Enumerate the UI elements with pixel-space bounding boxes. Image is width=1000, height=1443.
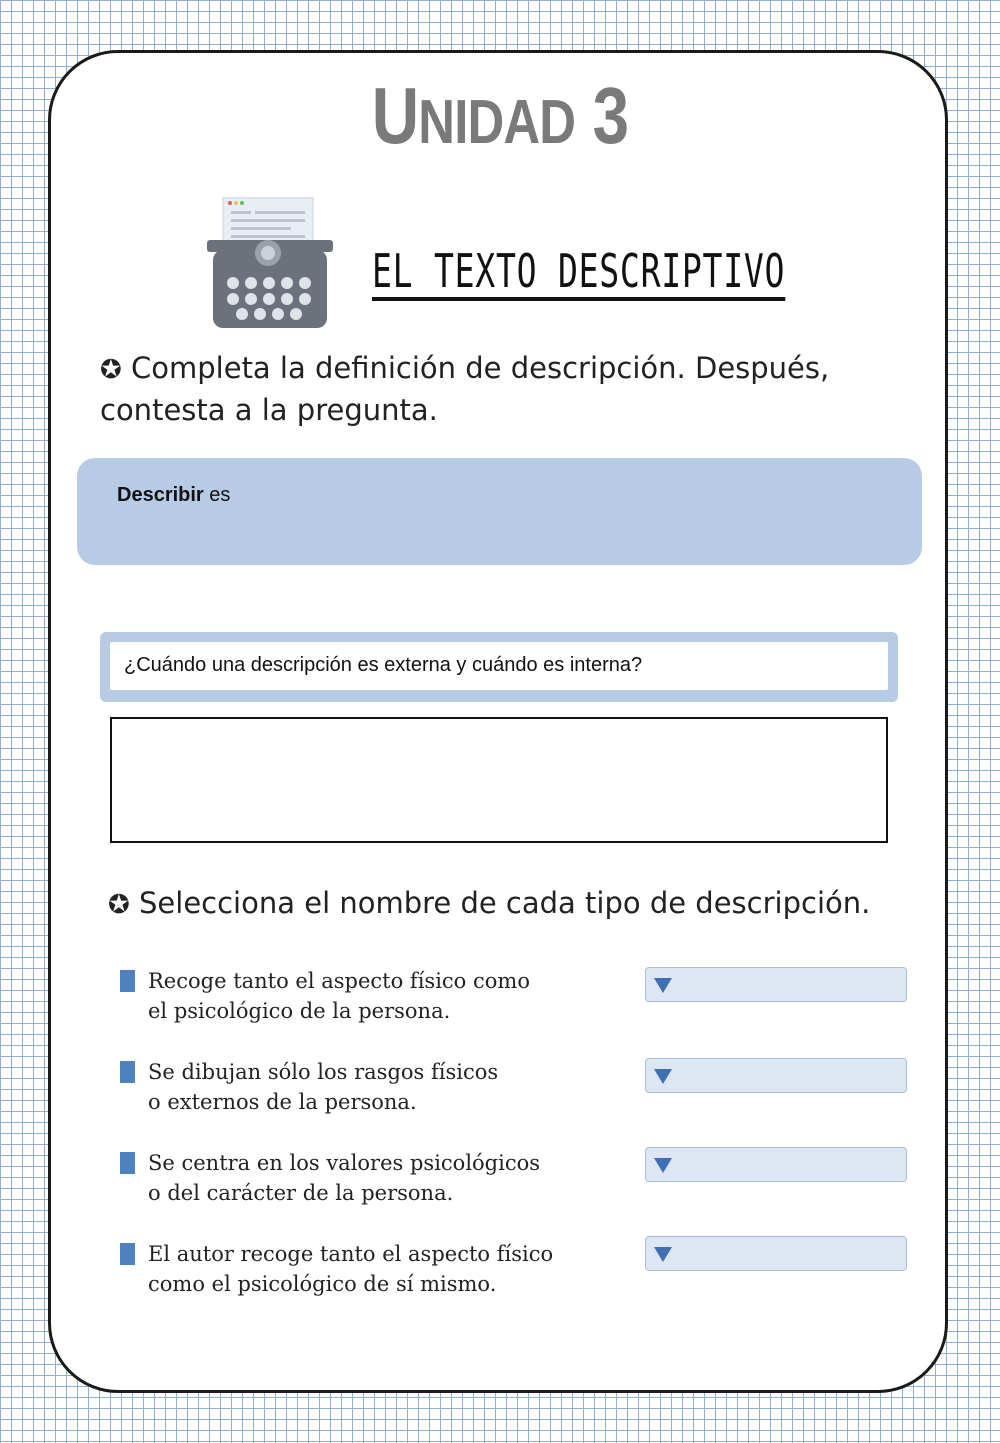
star-bullet-icon: ✪ <box>108 890 130 920</box>
section-subtitle: EL TEXTO DESCRIPTIVO <box>372 245 785 301</box>
dropdown-triangle-icon <box>654 1158 672 1173</box>
instruction-select-text: Selecciona el nombre de cada tipo de descripción. <box>139 886 871 920</box>
star-bullet-icon: ✪ <box>100 355 122 385</box>
answer-input[interactable] <box>110 717 888 843</box>
definition-text <box>117 484 230 507</box>
item-line: como el psicológico de sí mismo. <box>148 1272 497 1296</box>
item-line: el psicológico de la persona. <box>148 999 451 1023</box>
item-line: El autor recoge tanto el aspecto físico <box>148 1242 554 1266</box>
instruction-definition <box>100 348 900 430</box>
square-bullet-icon <box>120 1243 135 1265</box>
square-bullet-icon <box>120 1061 135 1083</box>
item-description <box>148 1148 638 1208</box>
description-type-dropdown-3[interactable] <box>645 1147 907 1182</box>
question-inner <box>110 642 888 690</box>
item-description <box>148 1239 638 1299</box>
description-type-dropdown-4[interactable] <box>645 1236 907 1271</box>
square-bullet-icon <box>120 1152 135 1174</box>
dropdown-triangle-icon <box>654 1069 672 1084</box>
unit-title-word: NIDAD <box>418 88 576 157</box>
item-line: Se centra en los valores psicológicos <box>148 1151 541 1175</box>
description-type-dropdown-2[interactable] <box>645 1058 907 1093</box>
item-line: o del carácter de la persona. <box>148 1181 454 1205</box>
item-description <box>148 966 638 1026</box>
question-text: ¿Cuándo una descripción es externa y cuándo es interna? <box>124 654 643 676</box>
unit-title-initial: U <box>371 71 419 160</box>
item-line: Se dibujan sólo los rasgos físicos <box>148 1060 499 1084</box>
instruction-select <box>108 883 928 925</box>
dropdown-triangle-icon <box>654 978 672 993</box>
instruction-definition-text: Completa la definición de descripción. Después, contesta a la pregunta. <box>100 351 830 427</box>
question-frame <box>100 632 898 702</box>
item-line: Recoge tanto el aspecto físico como <box>148 969 530 993</box>
item-description <box>148 1057 638 1117</box>
description-type-dropdown-1[interactable] <box>645 967 907 1002</box>
definition-box[interactable] <box>77 458 922 565</box>
unit-title <box>90 70 910 162</box>
definition-lead: es <box>203 484 231 506</box>
typewriter-icon <box>205 195 335 330</box>
unit-number: 3 <box>592 71 629 160</box>
item-line: o externos de la persona. <box>148 1090 417 1114</box>
dropdown-triangle-icon <box>654 1247 672 1262</box>
square-bullet-icon <box>120 970 135 992</box>
definition-term: Describir <box>117 484 204 506</box>
